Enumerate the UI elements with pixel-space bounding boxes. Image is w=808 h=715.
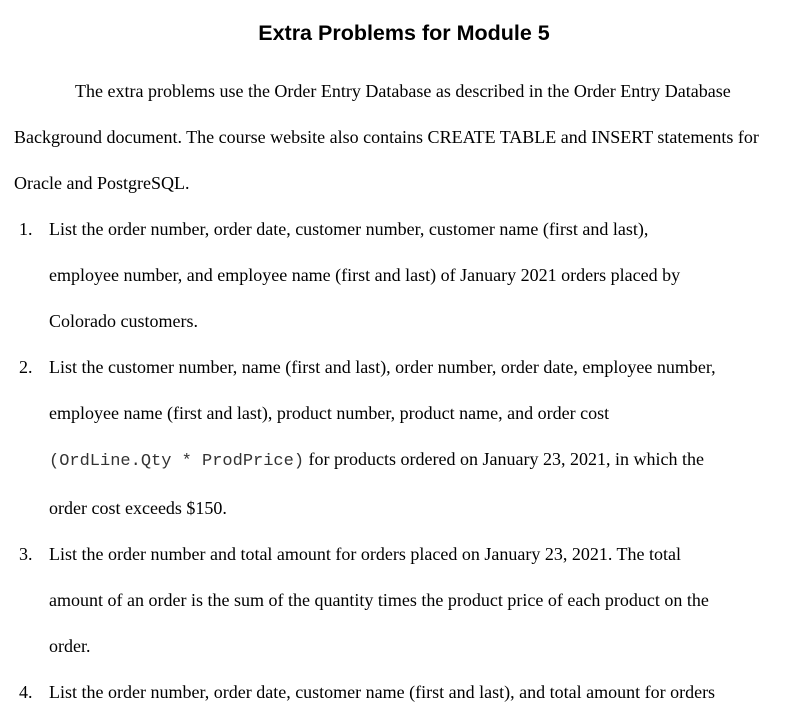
problem-text-line: List the order number and total amount for orders placed on January 23, 2021. The total — [49, 544, 681, 564]
problem-text-line: employee number, and employee name (first and last) of January 2021 orders placed by — [49, 265, 681, 285]
problem-text-line: List the customer number, name (first and last), order number, order date, employee number, — [49, 357, 716, 377]
problem-list — [0, 206, 808, 715]
problem-number: 2. — [19, 357, 33, 377]
problem-text-line: order. — [49, 636, 91, 656]
problem-text-line: List the order number, order date, customer name (first and last), and total amount for orders — [49, 682, 716, 702]
problem-text-line: amount of an order is the sum of the quantity times the product price of each product on the — [49, 590, 709, 610]
problem-2 — [0, 344, 808, 531]
problem-1 — [0, 206, 808, 344]
document-title: Extra Problems for Module 5 — [258, 21, 550, 45]
problem-number: 4. — [19, 682, 33, 702]
problem-number: 1. — [19, 219, 33, 239]
problem-text-fragment: for products ordered on January 23, 2021, in which the — [304, 449, 704, 469]
problem-text-line: order cost exceeds $150. — [49, 498, 227, 518]
problem-3 — [0, 531, 808, 669]
problem-text-line: Colorado customers. — [49, 311, 198, 331]
intro-paragraph: The extra problems use the Order Entry Database as described in the Order Entry Database Background document. The course website also contains CREATE TABLE and INSERT statements for Oracle and PostgreSQL. — [14, 81, 759, 193]
problem-text-line: List the order number, order date, customer number, customer name (first and last), — [49, 219, 649, 239]
problem-text-line — [49, 436, 808, 485]
problem-number: 3. — [19, 544, 33, 564]
problem-4 — [0, 669, 808, 715]
problem-text-line: employee name (first and last), product number, product name, and order cost — [49, 403, 610, 423]
code-snippet: (OrdLine.Qty * ProdPrice) — [49, 452, 305, 471]
